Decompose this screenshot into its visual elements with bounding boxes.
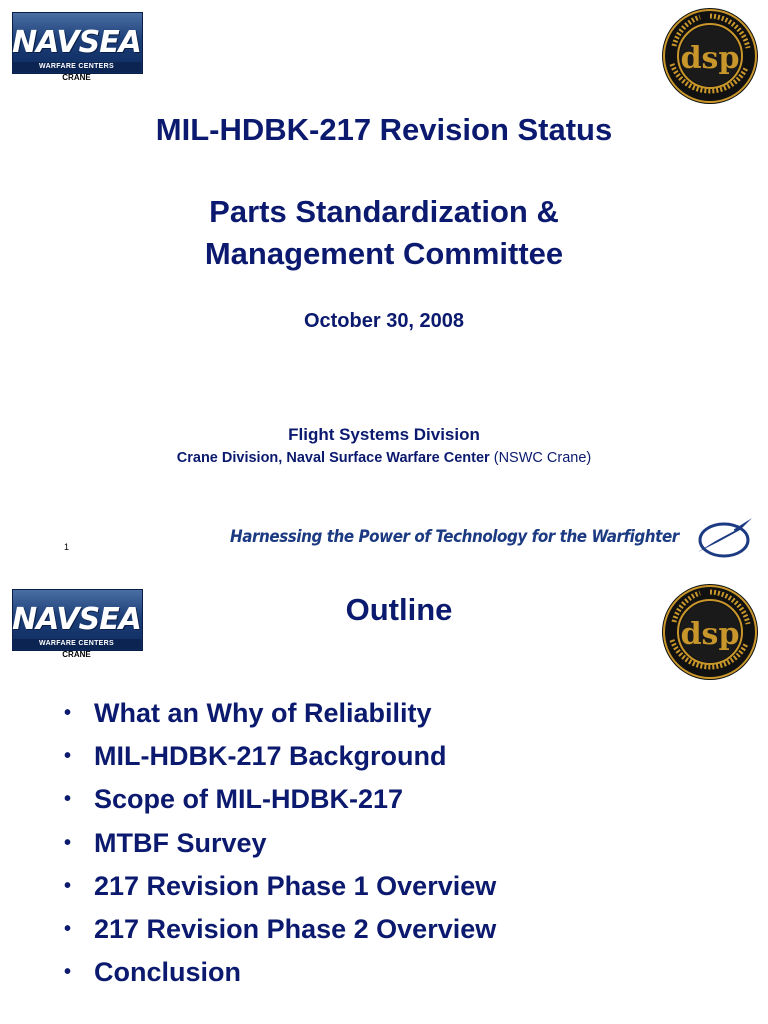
- list-item: • 217 Revision Phase 2 Overview: [64, 913, 497, 944]
- dsp-seal-icon: [660, 6, 760, 106]
- organization-abbrev: (NSWC Crane): [493, 450, 592, 466]
- slide-title: MIL-HDBK-217 Revision Status: [155, 112, 613, 147]
- slide-title: Outline: [345, 592, 453, 627]
- organization-name: Crane Division, Naval Surface Warfare Center: [176, 450, 490, 466]
- navsea-logo: [12, 12, 141, 84]
- navsea-logo-strip: WARFARE CENTERS: [12, 62, 141, 72]
- division-name: Flight Systems Division: [288, 425, 480, 444]
- slide-subtitle-line1: Parts Standardization &: [209, 194, 559, 229]
- list-item: • 217 Revision Phase 1 Overview: [64, 870, 497, 901]
- warfare-center-emblem-icon: [694, 512, 756, 560]
- svg-text:dsp: dsp: [680, 41, 740, 76]
- navsea-logo-word: NAVSEA: [12, 25, 141, 60]
- presentation-date: October 30, 2008: [303, 310, 465, 332]
- organization-line: [0, 450, 768, 466]
- list-item: • MIL-HDBK-217 Background: [64, 741, 447, 772]
- tagline: Harnessing the Power of Technology for the Warfighter: [230, 527, 679, 546]
- outline-slide: [0, 572, 768, 1024]
- navsea-logo-crane: CRANE: [62, 73, 91, 82]
- list-item: • Conclusion: [64, 957, 241, 988]
- navsea-logo-crane: CRANE: [62, 650, 91, 659]
- outline-list: [64, 692, 496, 994]
- navsea-logo-strip: WARFARE CENTERS: [12, 639, 141, 649]
- list-item: • What an Why of Reliability: [64, 698, 432, 728]
- slide-subtitle-line2: Management Committee: [204, 236, 564, 271]
- navsea-logo-word: NAVSEA: [12, 602, 141, 637]
- svg-text:dsp: dsp: [680, 617, 740, 652]
- page-number: 1: [64, 542, 70, 552]
- list-item: • Scope of MIL-HDBK-217: [64, 784, 404, 815]
- list-item: • MTBF Survey: [64, 827, 267, 858]
